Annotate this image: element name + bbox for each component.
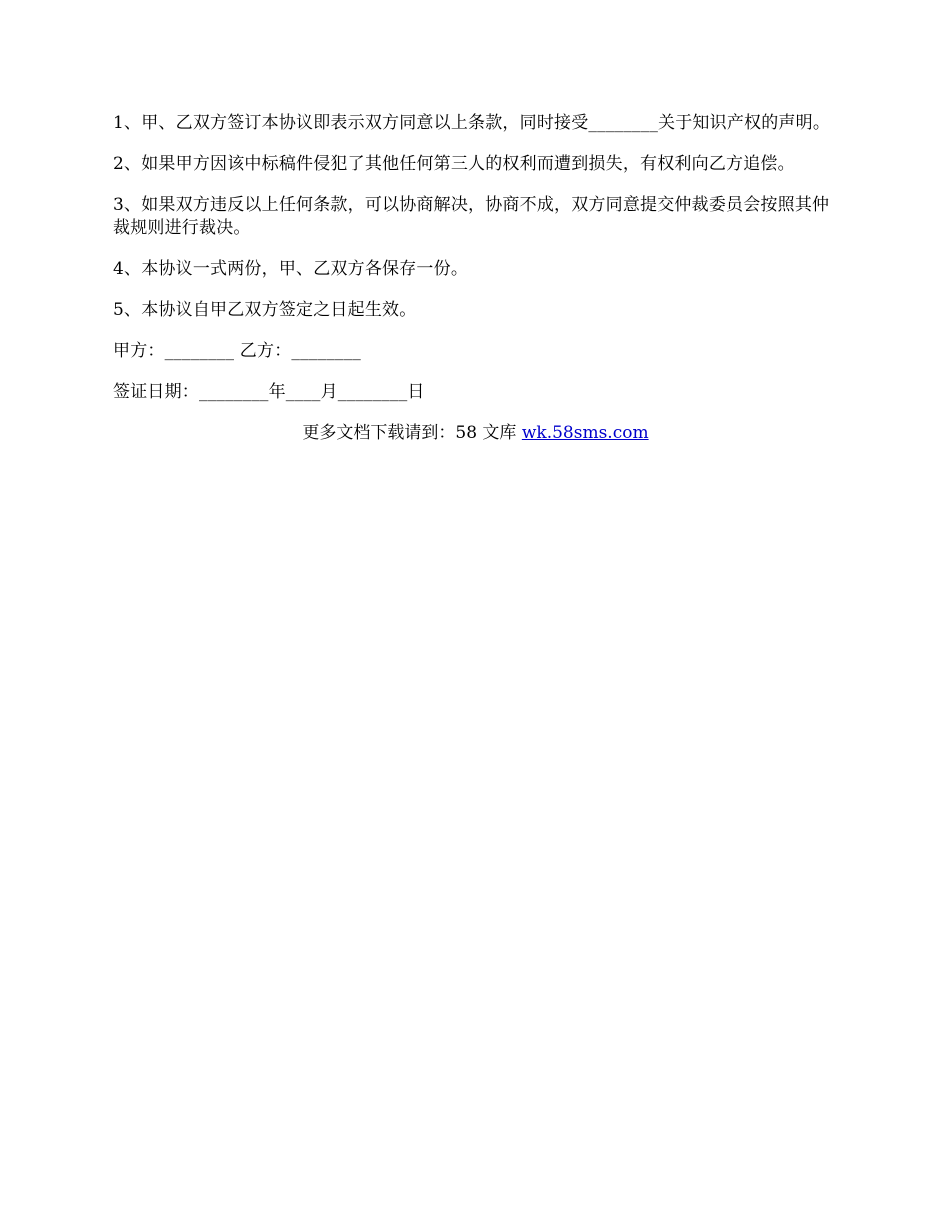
clause-2: 2、如果甲方因该中标稿件侵犯了其他任何第三人的权利而遭到损失，有权利向乙方追偿。 <box>113 154 795 174</box>
clause-5: 5、本协议自甲乙双方签定之日起生效。 <box>113 300 417 320</box>
signature-line: 甲方：________ 乙方：________ <box>113 341 362 361</box>
date-line: 签证日期：________年____月________日 <box>113 382 425 402</box>
clause-3: 3、如果双方违反以上任何条款，可以协商解决，协商不成，双方同意提交仲裁委员会按照其仲裁规则进行裁决。 <box>113 195 830 238</box>
footer <box>113 422 838 445</box>
footer-link[interactable]: wk.58sms.com <box>521 423 649 443</box>
clause-4: 4、本协议一式两份，甲、乙双方各保存一份。 <box>113 259 469 279</box>
clause-1: 1、甲、乙双方签订本协议即表示双方同意以上条款，同时接受________关于知识产权的声明。 <box>113 113 831 133</box>
footer-prefix: 更多文档下载请到：58 文库 <box>302 423 522 443</box>
document-page <box>113 112 838 445</box>
